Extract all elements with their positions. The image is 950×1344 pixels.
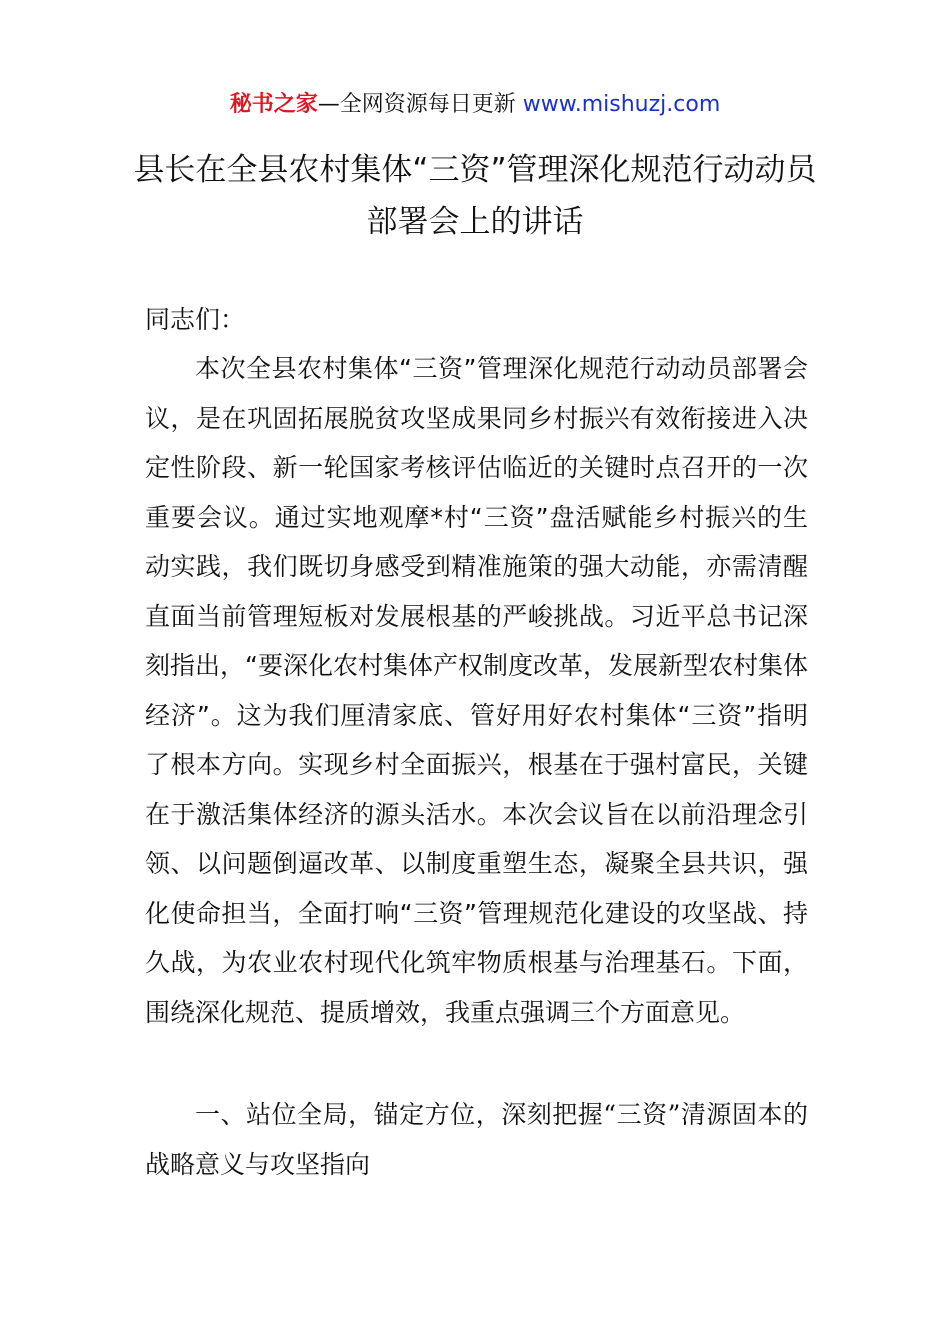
site-link[interactable]: www.mishuzj.com — [522, 92, 721, 117]
document-title: 县长在全县农村集体“三资”管理深化规范行动动员部署会上的讲话 — [133, 152, 817, 240]
body-paragraph: 本次全县农村集体“三资”管理深化规范行动动员部署会议，是在巩固拓展脱贫攻坚成果同乡村振兴有效衔接进入决定性阶段、新一轮国家考核评估临近的关键时点召开的一次重要会议。通过实地观摩*村“三资”盘活赋能乡村振兴的生动实践，我们既切身感受到精准施策的强大动能，亦需清醒直面当前管理短板对发展根基的严峻挑战。习近平总书记深刻指出，“要深化农村集体产权制度改革，发展新型农村集体经济”。这为我们厘清家底、管好用好农村集体“三资”指明了根本方向。实现乡村全面振兴，根基在于强村富民，关键在于激活集体经济的源头活水。本次会议旨在以前沿理念引领、以问题倒逼改革、以制度重塑生态，凝聚全县共识，强化使命担当，全面打响“三资”管理规范化建设的攻坚战、持久战，为农业农村现代化筑牢物质根基与治理基石。下面，围绕深化规范、提质增效，我重点强调三个方面意见。 — [145, 354, 808, 1027]
salutation: 同志们： — [145, 305, 246, 334]
brand-name: 秘书之家 — [229, 92, 318, 117]
section-heading: 一、站位全局，锚定方位，深刻把握“三资”清源固本的战略意义与攻坚指向 — [145, 1100, 808, 1179]
header-tagline: —全网资源每日更新 — [317, 92, 523, 117]
site-header — [0, 88, 950, 122]
